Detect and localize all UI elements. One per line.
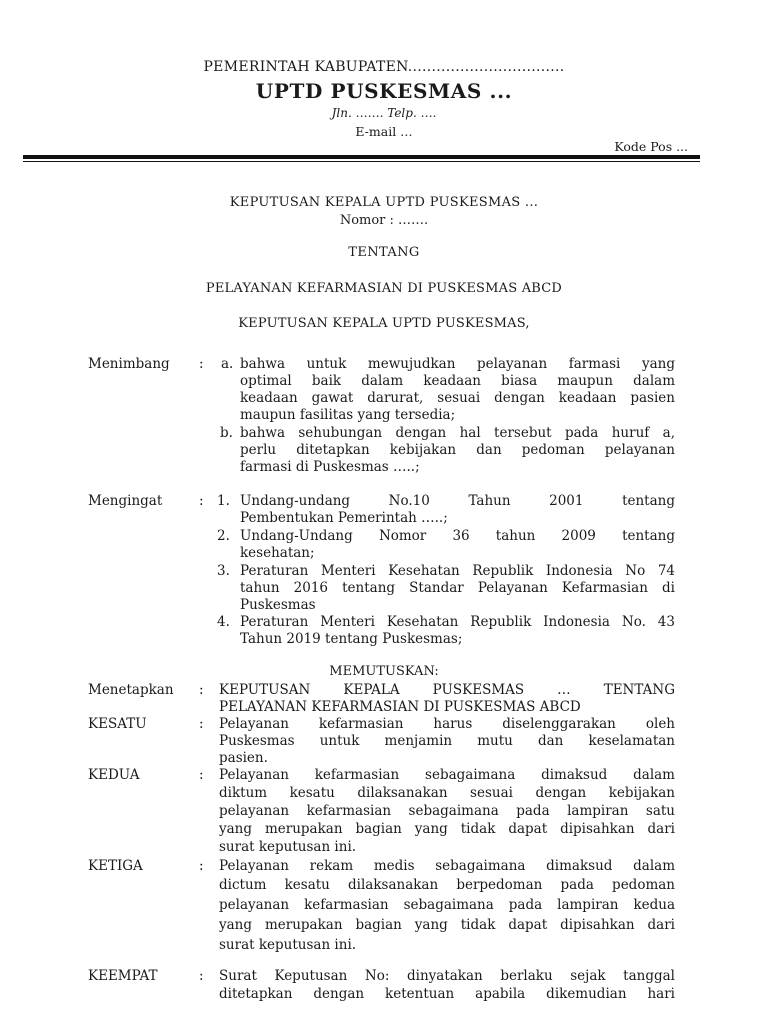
menimbang-a-line: optimal baik dalam keadaan biasa maupun dalam	[240, 373, 675, 389]
kesatu-line: pasien.	[219, 750, 268, 766]
menetapkan-label: Menetapkan	[88, 682, 174, 698]
kedua-line: surat keputusan ini.	[219, 839, 357, 855]
keputusan-heading: KEPUTUSAN KEPALA UPTD PUSKESMAS ...	[229, 195, 539, 210]
mengingat-item-3-mark: 3.	[217, 563, 230, 579]
ketiga-line: surat keputusan ini.	[219, 937, 357, 953]
kesatu-line: Puskesmas untuk menjamin mutu dan keselamatan	[219, 733, 675, 749]
kop-divider-thin	[23, 161, 700, 162]
menetapkan-line: PELAYANAN KEFARMASIAN DI PUSKESMAS ABCD	[219, 699, 581, 715]
keempat-colon: :	[199, 968, 204, 984]
kop-pemerintah: PEMERINTAH KABUPATEN.................................	[203, 59, 565, 75]
mengingat-item-1-line: Undang-undang No.10 Tahun 2001 tentang	[240, 493, 675, 509]
kop-alamat: Jln. ……. Telp. ….	[331, 106, 437, 120]
mengingat-item-3-line: Peraturan Menteri Kesehatan Republik Indonesia No 74	[240, 563, 675, 579]
menimbang-colon: :	[199, 356, 204, 372]
menimbang-a-line: maupun fasilitas yang tersedia;	[240, 407, 456, 423]
mengingat-item-2-mark: 2.	[217, 528, 230, 544]
kop-uptd-puskesmas: UPTD PUSKESMAS ...	[255, 79, 513, 103]
mengingat-item-4-line: Tahun 2019 tentang Puskesmas;	[240, 631, 463, 647]
mengingat-item-3-line: Puskesmas	[240, 597, 316, 613]
menimbang-b-line: perlu ditetapkan kebijakan dan pedoman pelayanan	[240, 442, 675, 458]
kesatu-line: Pelayanan kefarmasian harus diselenggarakan oleh	[219, 716, 675, 732]
ketiga-line: pelayanan kefarmasian sebagaimana pada lampiran kedua	[219, 897, 675, 913]
ketiga-label: KETIGA	[88, 858, 143, 874]
ketiga-colon: :	[199, 858, 204, 874]
kop-email: E-mail …	[355, 124, 413, 139]
memutuskan-heading: MEMUTUSKAN:	[329, 664, 439, 679]
kop-kode-pos: Kode Pos ...	[614, 139, 688, 154]
ketiga-line: yang merupakan bagian yang tidak dapat dipisahkan dari	[219, 917, 675, 933]
keputusan-kepala-heading: KEPUTUSAN KEPALA UPTD PUSKESMAS,	[238, 316, 530, 331]
menimbang-label: Menimbang	[88, 356, 170, 372]
mengingat-colon: :	[199, 493, 204, 509]
ketiga-line: dictum kesatu dilaksanakan berpedoman pada pedoman	[219, 877, 675, 893]
kedua-label: KEDUA	[88, 767, 140, 783]
mengingat-item-2-line: Undang-Undang Nomor 36 tahun 2009 tentang	[240, 528, 675, 544]
menimbang-b-line: bahwa sehubungan dengan hal tersebut pada huruf a,	[240, 425, 675, 441]
judul-keputusan: PELAYANAN KEFARMASIAN DI PUSKESMAS ABCD	[205, 281, 563, 296]
menimbang-a-line: bahwa untuk mewujudkan pelayanan farmasi yang	[240, 356, 675, 372]
tentang-heading: TENTANG	[348, 245, 420, 260]
menetapkan-colon: :	[199, 682, 204, 698]
kedua-line: pelayanan kefarmasian sebagaimana pada lampiran satu	[219, 803, 675, 819]
menimbang-b-line: farmasi di Puskesmas …..;	[240, 459, 420, 475]
mengingat-item-4-line: Peraturan Menteri Kesehatan Republik Indonesia No. 43	[240, 614, 675, 630]
menimbang-b-mark: b.	[220, 425, 233, 441]
mengingat-label: Mengingat	[88, 493, 163, 509]
keempat-label: KEEMPAT	[88, 968, 158, 984]
mengingat-item-4-mark: 4.	[217, 614, 230, 630]
mengingat-item-1-mark: 1.	[217, 493, 230, 509]
kedua-line: diktum kesatu dilaksanakan sesuai dengan kebijakan	[219, 785, 675, 801]
keempat-line: Surat Keputusan No: dinyatakan berlaku sejak tanggal	[219, 968, 675, 984]
ketiga-line: Pelayanan rekam medis sebagaimana dimaksud dalam	[219, 858, 675, 874]
menimbang-a-line: keadaan gawat darurat, sesuai dengan keadaan pasien	[240, 390, 675, 406]
mengingat-item-3-line: tahun 2016 tentang Standar Pelayanan Kefarmasian di	[240, 580, 675, 596]
kedua-line: Pelayanan kefarmasian sebagaimana dimaksud dalam	[219, 767, 675, 783]
kesatu-colon: :	[199, 716, 204, 732]
kesatu-label: KESATU	[88, 716, 147, 732]
kedua-colon: :	[199, 767, 204, 783]
menetapkan-line: KEPUTUSAN KEPALA PUSKESMAS … TENTANG	[219, 682, 675, 698]
mengingat-item-1-line: Pembentukan Pemerintah …..;	[240, 510, 448, 526]
nomor-line: Nomor : …….	[339, 213, 429, 228]
kedua-line: yang merupakan bagian yang tidak dapat dipisahkan dari	[219, 821, 675, 837]
kop-divider-thick	[23, 155, 700, 159]
mengingat-item-2-line: kesehatan;	[240, 545, 315, 561]
keempat-line: ditetapkan dengan ketentuan apabila dikemudian hari	[219, 986, 675, 1002]
menimbang-a-mark: a.	[221, 356, 234, 372]
